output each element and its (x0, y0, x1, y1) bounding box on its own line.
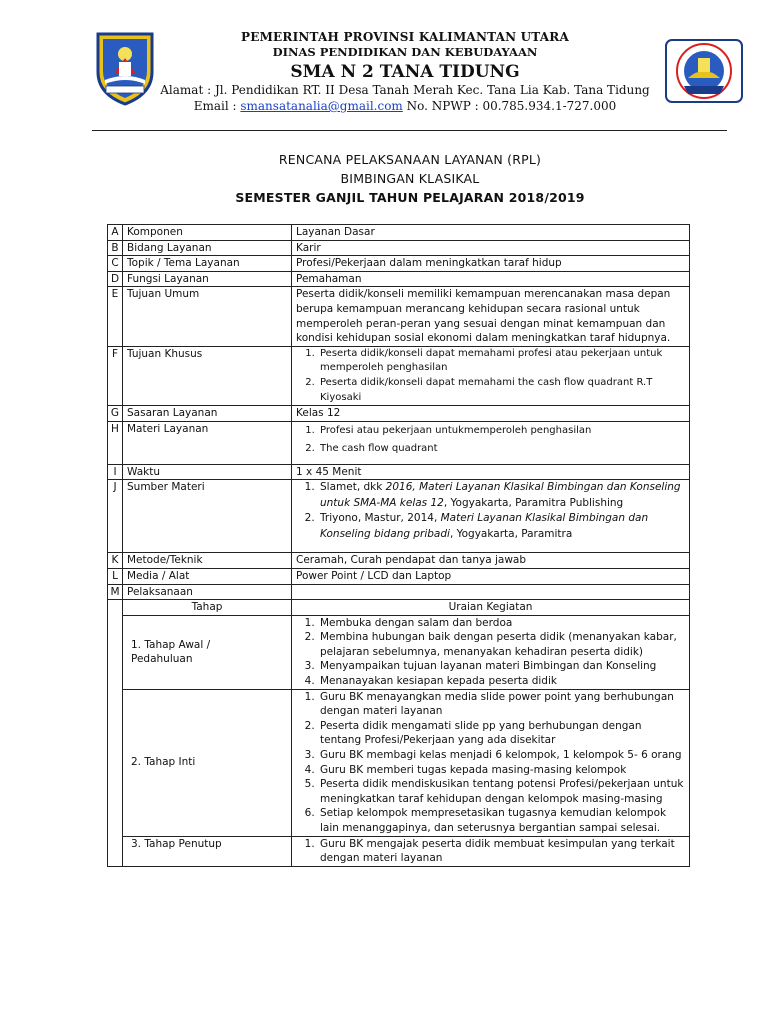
row-label: Media / Alat (123, 568, 292, 584)
letterhead (160, 30, 650, 114)
list-item: 1. Membuka dengan salam dan berdoa (318, 616, 685, 631)
table-row (108, 271, 690, 287)
school-name: SMA N 2 TANA TIDUNG (290, 62, 520, 82)
row-label: Topik / Tema Layanan (123, 256, 292, 272)
table-row (108, 568, 690, 584)
stage-label (123, 615, 292, 689)
letterhead-divider (92, 130, 727, 131)
department-name: DINAS PENDIDIKAN DAN KEBUDAYAAN (272, 45, 538, 59)
stage-activities (292, 615, 690, 689)
row-value (292, 480, 690, 553)
stage-activities (292, 689, 690, 836)
list-item: 4. Guru BK memberi tugas kepada masing-masing kelompok (318, 763, 685, 778)
row-label: Metode/Teknik (123, 553, 292, 569)
stage-label-text: 3. Tahap Penutup (131, 837, 222, 850)
row-label: Sasaran Layanan (123, 406, 292, 422)
row-code: E (108, 287, 123, 346)
source-author: Triyono, Mastur, 2014, (320, 512, 441, 525)
row-code: K (108, 553, 123, 569)
row-value: Pemahaman (292, 271, 690, 287)
list-item: 2. Peserta didik mengamati slide pp yang berhubungan dengan tentang Profesi/Pekerjaan yang ada disekitar (318, 719, 685, 748)
row-label: Tujuan Khusus (123, 346, 292, 405)
row-label: Materi Layanan (123, 421, 292, 464)
row-code: F (108, 346, 123, 405)
source-item (318, 480, 685, 511)
row-value: Layanan Dasar (292, 225, 690, 241)
row-code: C (108, 256, 123, 272)
title-line-3: SEMESTER GANJIL TAHUN PELAJARAN 2018/2019 (235, 190, 585, 205)
table-row (108, 256, 690, 272)
stage-label (123, 689, 292, 836)
row-code: M (108, 584, 123, 600)
source-publisher: , Yogyakarta, Paramitra Publishing (443, 496, 624, 509)
list-item: 1. Guru BK mengajak peserta didik membuat kesimpulan yang terkait dengan materi layanan (318, 837, 685, 866)
list-item: 1. Guru BK menayangkan media slide power point yang berhubungan dengan materi layanan (318, 690, 685, 719)
row-value (292, 421, 690, 464)
row-value (292, 346, 690, 405)
table-row (108, 464, 690, 480)
row-label: Bidang Layanan (123, 240, 292, 256)
list-item: 2. The cash flow quadrant (318, 440, 685, 458)
source-author: Slamet, dkk (320, 481, 386, 494)
table-row (108, 240, 690, 256)
list-item: 2. Membina hubungan baik dengan peserta didik (menanyakan kabar, pelajaran sebelumnya, menanyakan kehadiran peserta didik) (318, 630, 685, 659)
list-item: 1. Profesi atau pekerjaan untukmemperoleh penghasilan (318, 422, 685, 440)
contact-line (160, 98, 650, 114)
row-value: Karir (292, 240, 690, 256)
table-row (108, 600, 690, 616)
row-value: Kelas 12 (292, 406, 690, 422)
row-code-spacer (108, 600, 123, 867)
row-code: B (108, 240, 123, 256)
row-code: H (108, 421, 123, 464)
email-link[interactable]: smansatanalia@gmail.com (240, 99, 403, 113)
table-row (108, 480, 690, 553)
list-item: 2. Peserta didik/konseli dapat memahami the cash flow quadrant R.T Kiyosaki (318, 376, 685, 405)
title-line-1: RENCANA PELAKSANAAN LAYANAN (RPL) (278, 152, 542, 167)
title-line-2: BIMBINGAN KLASIKAL (340, 171, 480, 186)
row-label: Tujuan Umum (123, 287, 292, 346)
table-row (108, 421, 690, 464)
row-label: Komponen (123, 225, 292, 241)
spacer (296, 458, 685, 464)
source-publisher: , Yogyakarta, Paramitra (449, 527, 573, 540)
spacer (296, 542, 685, 552)
row-code: I (108, 464, 123, 480)
stage-label (123, 836, 292, 866)
column-header-tahap: Tahap (123, 600, 292, 616)
list-item: 6. Setiap kelompok mempresetasikan tugasnya kemudian kelompok lain menanggapinya, dan seterusnya bergantian sampai selesai. (318, 806, 685, 835)
row-value: Power Point / LCD dan Laptop (292, 568, 690, 584)
npwp-text: No. NPWP : 00.785.934.1-727.000 (406, 99, 617, 113)
list-item: 3. Guru BK membagi kelas menjadi 6 kelompok, 1 kelompok 5- 6 orang (318, 748, 685, 763)
row-value: Ceramah, Curah pendapat dan tanya jawab (292, 553, 690, 569)
list-item: 4. Menanayakan kesiapan kepada peserta didik (318, 674, 685, 689)
row-value: Profesi/Pekerjaan dalam meningkatkan taraf hidup (292, 256, 690, 272)
table-row (108, 689, 690, 836)
rpl-table (107, 224, 690, 867)
government-name: PEMERINTAH PROVINSI KALIMANTAN UTARA (241, 30, 569, 44)
row-code: L (108, 568, 123, 584)
stage-label-text: 1. Tahap Awal / Pedahuluan (131, 638, 211, 666)
document-title (100, 150, 720, 207)
row-value: Peserta didik/konseli memiliki kemampuan merencanakan masa depan berupa kemampuan merancang kehidupan secara rasional untuk memperoleh peran-peran yang sesuai dengan minat kemampuan dan kondisi kehidupan sosial ekonomi dalam meningkatkan taraf hidupnya. (292, 287, 690, 346)
table-row (108, 406, 690, 422)
column-header-uraian: Uraian Kegiatan (292, 600, 690, 616)
row-code: J (108, 480, 123, 553)
table-row (108, 836, 690, 866)
list-item: 5. Peserta didik mendiskusikan tentang potensi Profesi/pekerjaan untuk meningkatkan taraf kehidupan dengan kelompok masing-masing (318, 777, 685, 806)
table-row (108, 287, 690, 346)
email-label: Email : (193, 99, 237, 113)
school-badge-icon (664, 38, 744, 104)
row-value: 1 x 45 Menit (292, 464, 690, 480)
table-row (108, 346, 690, 405)
source-title: Materi Layanan Klasikal Bimbingan dan Konseling bidang pribadi (320, 512, 649, 540)
table-row (108, 615, 690, 689)
stage-activities (292, 836, 690, 866)
row-code: G (108, 406, 123, 422)
table-row (108, 553, 690, 569)
row-label: Pelaksanaan (123, 584, 292, 600)
table-row (108, 584, 690, 600)
row-value (292, 584, 690, 600)
source-item (318, 511, 685, 542)
stage-label-text: 2. Tahap Inti (131, 756, 196, 769)
source-title: 2016, Materi Layanan Klasikal Bimbingan dan Konseling untuk SMA-MA kelas 12 (320, 481, 681, 509)
table-row (108, 225, 690, 241)
regency-emblem-icon (92, 28, 158, 106)
row-code: A (108, 225, 123, 241)
row-label: Sumber Materi (123, 480, 292, 553)
school-address: Alamat : Jl. Pendidikan RT. II Desa Tanah Merah Kec. Tana Lia Kab. Tana Tidung (160, 83, 650, 97)
row-code: D (108, 271, 123, 287)
row-label: Fungsi Layanan (123, 271, 292, 287)
list-item: 3. Menyampaikan tujuan layanan materi Bimbingan dan Konseling (318, 659, 685, 674)
row-label: Waktu (123, 464, 292, 480)
list-item: 1. Peserta didik/konseli dapat memahami profesi atau pekerjaan untuk memperoleh penghasilan (318, 347, 685, 376)
